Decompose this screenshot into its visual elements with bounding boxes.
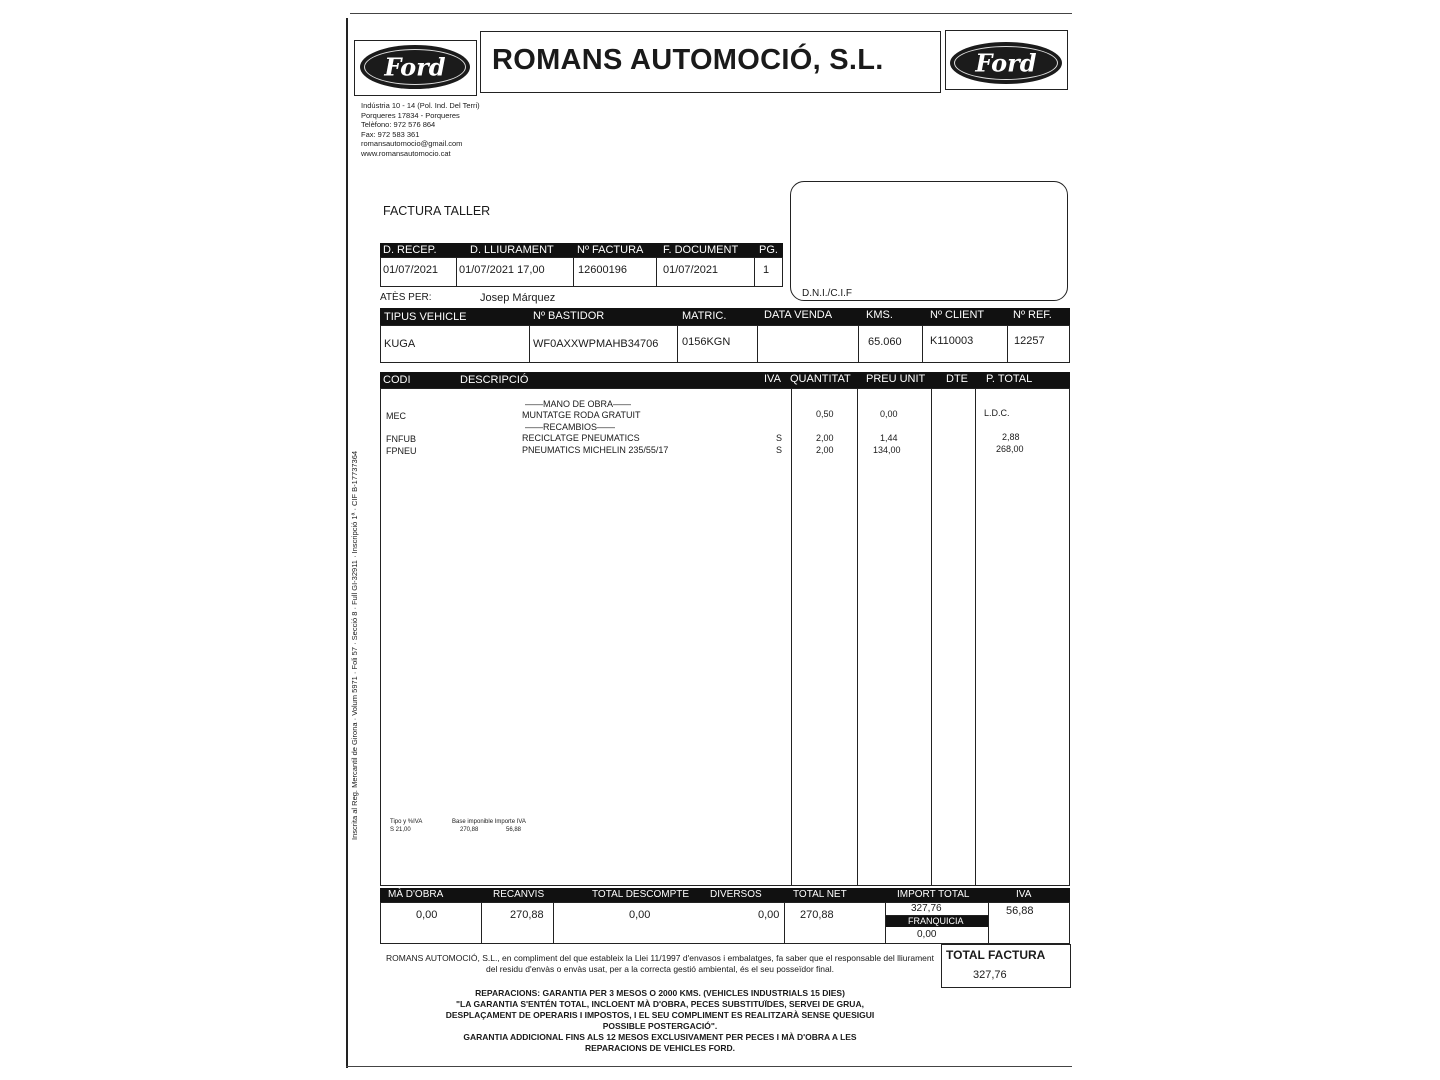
header-ma-obra: MÀ D'OBRA: [388, 889, 444, 900]
environment-note: ROMANS AUTOMOCIÓ, S.L., en compliment del que estableix la Llei 11/1997 d'envasos i embalatges, fa saber que el responsable del lliurament del residu d'envàs o envàs usat, per a la correcta gestió ambiental, és el seu posseïdor final.: [386, 953, 934, 974]
total-import: 327,76: [911, 903, 942, 914]
grand-total-value: 327,76: [973, 969, 1007, 981]
total-net: 270,88: [800, 909, 834, 921]
header-quantitat: QUANTITAT: [790, 373, 851, 385]
line-total: 2,88: [1002, 432, 1020, 442]
line-qty: 2,00: [816, 445, 834, 455]
grand-total-label: TOTAL FACTURA: [946, 948, 1046, 962]
address-line: www.romansautomocio.cat: [361, 148, 451, 158]
line-total: L.D.C.: [984, 408, 1010, 418]
value-matric: 0156KGN: [682, 336, 731, 348]
section-labour: ——MANO DE OBRA——: [525, 399, 632, 409]
company-name: ROMANS AUTOMOCIÓ, S.L.: [492, 44, 884, 76]
ford-logo-right: Ford: [950, 42, 1062, 84]
value-d-recep: 01/07/2021: [383, 264, 439, 276]
total-misc: 0,00: [758, 909, 780, 921]
attended-by-value: Josep Márquez: [480, 292, 556, 304]
header-d-recep: D. RECEP.: [383, 244, 437, 256]
tax-iva-value: 56,88: [506, 827, 522, 833]
vehicle-table-header: [380, 308, 1070, 325]
line-total: 268,00: [996, 444, 1024, 454]
line-unit: 1,44: [880, 433, 898, 443]
address-line: Porqueres 17834 - Porqueres: [361, 110, 460, 120]
value-kms: 65.060: [868, 336, 902, 348]
line-description: RECICLATGE PNEUMATICS: [522, 433, 640, 443]
tax-type-value: S 21,00: [390, 827, 411, 833]
ford-logo-left: Ford: [360, 45, 470, 89]
line-description: MUNTATGE RODA GRATUIT: [522, 410, 641, 420]
line-qty: 2,00: [816, 433, 834, 443]
value-f-document: 01/07/2021: [663, 264, 719, 276]
tax-type-label: Tipo y %IVA: [390, 819, 423, 825]
warranty-line: POSSIBLE POSTERGACIÓ".: [602, 1021, 718, 1031]
totals-header: [380, 888, 1070, 902]
line-description: PNEUMATICS MICHELIN 235/55/17: [522, 445, 669, 455]
header-f-document: F. DOCUMENT: [663, 244, 739, 256]
warranty-line: "LA GARANTIA S'ENTÉN TOTAL, INCLOENT MÀ D'OBRA, PECES SUBSTITUÏDES, SERVEI DE GRUA,: [456, 999, 864, 1009]
warranty-line: REPARACIONS DE VEHICLES FORD.: [584, 1043, 736, 1053]
address-line: Fax: 972 583 361: [361, 129, 420, 139]
attended-by-label: ATÈS PER:: [380, 292, 432, 303]
lines-table-body: [380, 388, 1070, 886]
warranty-line: DESPLAÇAMENT DE OPERARIS I IMPOSTOS, I EL SEU COMPLIMENT ES REALITZARÀ SENSE QUESIGUI: [445, 1010, 875, 1020]
page-edge-left: [346, 18, 348, 1068]
section-parts: ——RECAMBIOS——: [525, 422, 616, 432]
header-data-venda: DATA VENDA: [764, 309, 833, 321]
company-address: [361, 101, 480, 158]
tax-base-label: Base imponible Importe IVA: [452, 819, 526, 825]
value-d-lliurament: 01/07/2021 17,00: [459, 264, 545, 276]
header-pg: PG.: [759, 244, 778, 256]
header-total-net: TOTAL NET: [793, 889, 847, 900]
line-iva: S: [776, 445, 783, 455]
header-n-factura: Nº FACTURA: [577, 244, 644, 256]
address-line: Telèfono: 972 576 864: [361, 120, 436, 129]
line-unit: 134,00: [873, 445, 901, 455]
line-code: MEC: [386, 411, 406, 421]
value-n-ref: 12257: [1014, 335, 1045, 347]
dni-cif-label: D.N.I./C.I.F: [802, 288, 852, 299]
header-n-ref: Nº REF.: [1013, 309, 1052, 321]
registry-side-text: Inscrita al Reg. Mercantil de Girona · Volum 5971 · Foli 57 · Secció 8 · Full GI-32911 · Inscripció 1ª · CIF B-17737364: [350, 450, 359, 840]
header-kms: KMS.: [866, 309, 893, 321]
franchise-label: FRANQUICIA: [908, 916, 964, 926]
value-tipus-vehicle: KUGA: [384, 338, 416, 350]
value-n-client: K110003: [930, 335, 974, 347]
total-labour: 0,00: [416, 909, 438, 921]
value-pg: 1: [763, 264, 770, 276]
header-n-client: Nº CLIENT: [930, 309, 985, 321]
header-diversos: DIVERSOS: [710, 889, 762, 900]
address-line: Indústria 10 - 14 (Pol. Ind. Del Terri): [361, 101, 480, 110]
line-code: FNFUB: [386, 434, 416, 444]
total-discount: 0,00: [629, 909, 651, 921]
header-codi: CODI: [383, 374, 411, 386]
header-descripcio: DESCRIPCIÓ: [460, 374, 529, 386]
line-unit: 0,00: [880, 409, 898, 419]
header-tipus-vehicle: TIPUS VEHICLE: [384, 311, 467, 323]
total-iva: 56,88: [1006, 905, 1034, 917]
client-address-box: [790, 181, 1068, 301]
line-qty: 0,50: [816, 409, 834, 419]
document-title: FACTURA TALLER: [383, 204, 491, 218]
lines-table-header: [380, 372, 1070, 388]
franchise-label-bar: [886, 916, 988, 927]
value-bastidor: WF0AXXWPMAHB34706: [533, 338, 659, 350]
total-franchise: 0,00: [917, 929, 937, 940]
header-iva-total: IVA: [1016, 889, 1032, 900]
header-dte: DTE: [946, 373, 968, 385]
header-iva: IVA: [764, 373, 781, 385]
tax-base-value: 270,88: [460, 827, 479, 833]
warranty-line: REPARACIONS: GARANTIA PER 3 MESOS O 2000 KMS. (VEHICLES INDUSTRIALS 15 DIES): [475, 988, 845, 998]
header-bastidor: Nº BASTIDOR: [533, 310, 605, 322]
header-preu-unit: PREU UNIT: [866, 373, 926, 385]
header-d-lliurament: D. LLIURAMENT: [470, 244, 554, 256]
header-import-total: IMPORT TOTAL: [897, 889, 970, 900]
line-code: FPNEU: [386, 446, 417, 456]
header-matric: MATRIC.: [682, 310, 727, 322]
total-parts: 270,88: [510, 909, 544, 921]
page-edge-top: [350, 13, 1072, 14]
address-line: romansautomocio@gmail.com: [361, 139, 463, 148]
header-p-total: P. TOTAL: [986, 373, 1033, 385]
header-total-descompte: TOTAL DESCOMPTE: [592, 889, 690, 900]
page-edge-bottom: [346, 1066, 1072, 1067]
value-n-factura: 12600196: [578, 264, 627, 276]
line-iva: S: [776, 433, 783, 443]
warranty-text: [384, 988, 936, 1054]
invoice-table-header: [380, 243, 783, 257]
warranty-line: GARANTIA ADDICIONAL FINS ALS 12 MESOS EXCLUSIVAMENT PER PECES I MÀ D'OBRA A LES: [463, 1032, 857, 1042]
header-recanvis: RECANVIS: [493, 889, 545, 900]
